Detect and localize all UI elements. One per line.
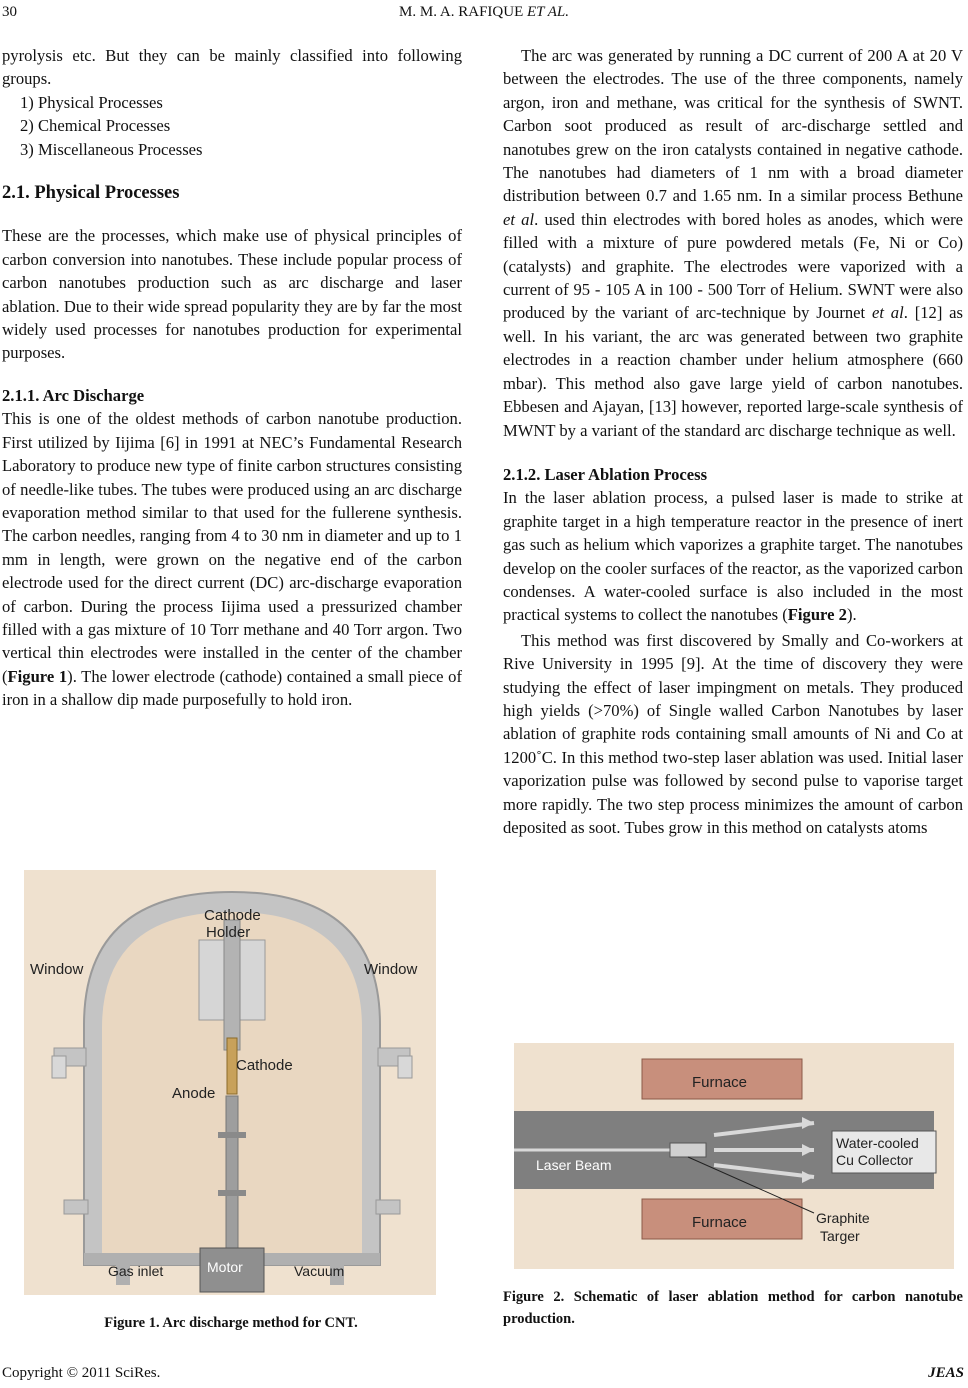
running-header-etal: ET AL. — [526, 4, 569, 20]
figure-1-reference[interactable]: Figure 1 — [7, 666, 68, 686]
journal-abbrev: JEAS — [928, 1365, 964, 1381]
smalley-paragraph: This method was first discovered by Smally and Co-workers at Rive University in 1995 [9]. At the time of discovery they were studying the effect of laser impingment on metals. They produced high yields (>70%) of Single walled Carbon Nanotubes by laser ablation of graphite rods containing small amounts of Ni and Co at 1200˚C. In this method two-step laser ablation was used. Initial laser vaporization pulse was followed by second pulse to vaporise target more rapidly. The two step process minimizes the amount of carbon deposited as soot. Tubes grow in this method on catalysts atoms — [503, 630, 963, 837]
page-number: 30 — [2, 4, 17, 20]
anode-clamp-lower — [218, 1190, 246, 1196]
label-water-cooled: Water-cooled — [836, 1135, 919, 1151]
etal-italic-2: et al — [871, 303, 904, 323]
figure-2-caption: Figure 2. Schematic of laser ablation method for carbon nanotube production. — [503, 1289, 963, 1327]
figure-1-caption: Figure 1. Arc discharge method for CNT. — [104, 1315, 358, 1331]
right-text-3: . [12] as well. In his variant, the arc was generated between two graphite electrodes in a reaction chamber under helium atmosphere (660 mbar). This method also gave large yield of carbon nanotubes. Ebbesen and Ajayan, [13] however, reported large-scale synthesis of MWNT by a variant of the standard arc discharge technique as well. — [503, 303, 964, 440]
label-laser-beam: Laser Beam — [536, 1157, 612, 1173]
label-anode: Anode — [172, 1085, 216, 1102]
laser-text-b: ). — [846, 605, 857, 625]
label-gas-inlet: Gas inlet — [108, 1263, 164, 1279]
figure-1 — [24, 870, 436, 1295]
list-item: 2) Chemical Processes — [20, 116, 171, 136]
subsection-heading-laser: 2.1.2. Laser Ablation Process — [503, 464, 708, 484]
label-vacuum: Vacuum — [294, 1263, 345, 1279]
graphite-target — [670, 1143, 706, 1157]
label-window-left: Window — [30, 961, 84, 978]
label-furnace-top: Furnace — [692, 1074, 748, 1091]
label-cathode-holder-1: Cathode — [204, 907, 261, 924]
arc-continuation-paragraph — [503, 44, 963, 442]
left-column — [2, 44, 462, 712]
label-cu-collector: Cu Collector — [836, 1152, 914, 1168]
running-header-authors: M. M. A. RAFIQUE — [399, 4, 527, 20]
right-text-1: The arc was generated by running a DC current of 200 A at 20 V between the electrodes. The use of the three components, namely argon, iron and methane, was critical for the synthesis of SWNT. Carbon soot produced as result of arc-discharge settled and nanotubes grew on the iron catalysts contained in negative cathode. The nanotubes had diameters of 1 nm with a broad diameter distribution between 0.7 and 1.65 nm. In a similar process Bethune — [503, 46, 963, 206]
arc-text-b: ). The lower electrode (cathode) contained a small piece of iron in a shallow dip made purposefully to hold iron. — [2, 666, 462, 710]
arc-text-a: This is one of the oldest methods of carbon nanotube production. First utilized by Iijima [6] in 1991 at NEC’s Fundamental Research Laboratory to produce new type of finite carbon structures consisting of needle-like tubes. The tubes were produced using an arc discharge evaporation method similar to that used for the fullerene synthesis. The carbon needles, ranging from 4 to 30 nm in diameter and up to 1 mm in length, were grown on the negative end of the carbon electrode used for the direct current (DC) arc-discharge evaporation of carbon. During the process Iijima used a pressurized chamber filled with a gas mixture of 10 Torr methane and 40 Torr argon. Two vertical thin electrodes were installed in the center of the chamber ( — [2, 409, 462, 686]
subsection-heading: 2.1.1. Arc Discharge — [2, 385, 145, 405]
laser-ablation-diagram — [514, 1043, 954, 1269]
label-targer: Targer — [820, 1228, 860, 1244]
laser-text-a: In the laser ablation process, a pulsed laser is made to strike at graphite target in a high temperature reactor in the presence of inert gas such as helium which vaporizes a graphite target. The nanotubes develop on the cooler surfaces of the reactor, as the vaporized carbon condenses. A water-cooled surface is also included in the most practical systems to collect the nanotubes ( — [503, 488, 963, 625]
copyright: Copyright © 2011 SciRes. — [2, 1365, 161, 1381]
label-cathode: Cathode — [236, 1057, 293, 1074]
label-furnace-bottom: Furnace — [692, 1214, 748, 1231]
right-column — [503, 44, 963, 839]
etal-italic: et al — [503, 209, 535, 229]
anode-clamp — [218, 1132, 246, 1138]
side-flange-right — [376, 1200, 400, 1214]
figure-2-reference[interactable]: Figure 2 — [787, 605, 847, 625]
right-text-2: . used thin electrodes with bored holes as anodes, which were filled with a mixture of pure powdered metals (Fe, Ni or Co) (catalysts) and graphite. The electrodes were vaporized with a current of 95 - 105 A in 100 - 500 Torr of Helium. SWNT were also produced by the variant of arc-technique by Journet — [503, 209, 963, 323]
label-cathode-holder-2: Holder — [206, 924, 251, 941]
running-header — [0, 4, 968, 21]
anode-electrode — [226, 1096, 238, 1252]
side-flange-left — [64, 1200, 88, 1214]
list-item: 3) Miscellaneous Processes — [20, 139, 203, 159]
window-right-flange — [398, 1056, 412, 1078]
figure-2 — [514, 1043, 954, 1269]
label-window-right: Window — [364, 961, 418, 978]
label-graphite: Graphite — [816, 1210, 870, 1226]
intro-paragraph: pyrolysis etc. But they can be mainly classified into following groups. — [2, 46, 462, 89]
label-motor: Motor — [207, 1259, 243, 1275]
laser-ablation-paragraph — [503, 486, 963, 626]
arc-discharge-paragraph — [2, 407, 462, 711]
section-heading: 2.1. Physical Processes — [2, 183, 180, 204]
window-left-flange — [52, 1056, 66, 1078]
list-item: 1) Physical Processes — [20, 92, 163, 112]
section-paragraph: These are the processes, which make use of physical principles of carbon conversion into nanotubes. These include popular process of carbon nanotubes production such as arc discharge and laser ablation. Due to their wide spread popularity they are by far the most widely used processes for nanotubes production for experimental purposes. — [2, 226, 462, 363]
arc-discharge-diagram — [24, 870, 436, 1295]
